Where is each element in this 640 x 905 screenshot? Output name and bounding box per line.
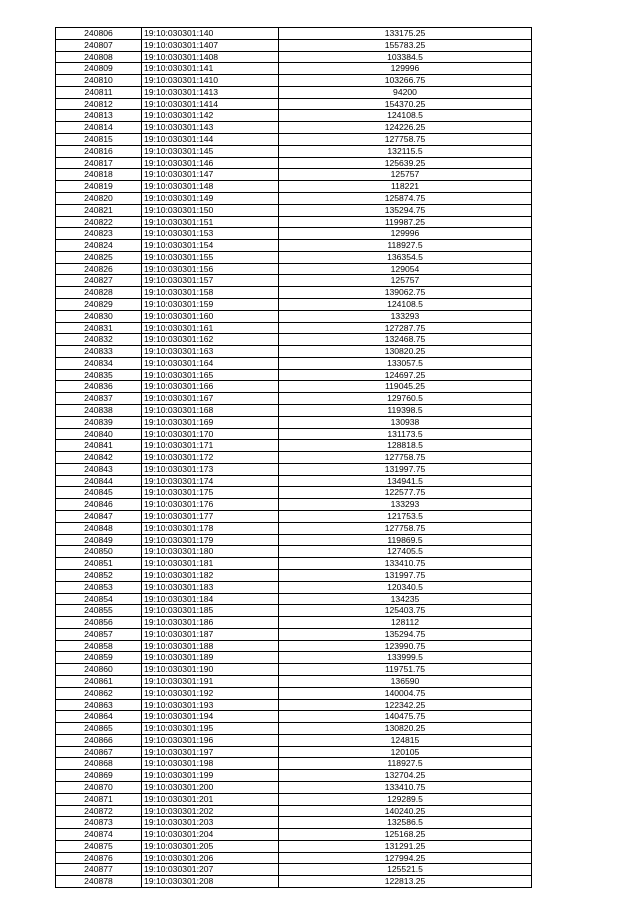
cadastral-number-cell: 19:10:030301:162 <box>142 334 279 346</box>
cadastral-number-cell: 19:10:030301:172 <box>142 452 279 464</box>
table-row <box>56 134 532 146</box>
cadastral-number-cell: 19:10:030301:186 <box>142 617 279 629</box>
value-cell: 136590 <box>279 675 532 687</box>
cadastral-number-cell: 19:10:030301:188 <box>142 640 279 652</box>
value-cell: 120105 <box>279 746 532 758</box>
table-row <box>56 416 532 428</box>
cadastral-number-cell: 19:10:030301:176 <box>142 499 279 511</box>
value-cell: 135294.75 <box>279 204 532 216</box>
table-row <box>56 169 532 181</box>
table-row <box>56 569 532 581</box>
cadastral-number-cell: 19:10:030301:170 <box>142 428 279 440</box>
cadastral-number-cell: 19:10:030301:197 <box>142 746 279 758</box>
cadastral-number-cell: 19:10:030301:141 <box>142 63 279 75</box>
record-number-cell: 240852 <box>56 569 142 581</box>
value-cell: 121753.5 <box>279 511 532 523</box>
value-cell: 119869.5 <box>279 534 532 546</box>
record-number-cell: 240822 <box>56 216 142 228</box>
value-cell: 122342.25 <box>279 699 532 711</box>
record-number-cell: 240809 <box>56 63 142 75</box>
cadastral-number-cell: 19:10:030301:150 <box>142 204 279 216</box>
table-row <box>56 770 532 782</box>
cadastral-number-cell: 19:10:030301:192 <box>142 687 279 699</box>
record-number-cell: 240812 <box>56 98 142 110</box>
value-cell: 140240.25 <box>279 805 532 817</box>
cadastral-number-cell: 19:10:030301:164 <box>142 357 279 369</box>
table-row <box>56 98 532 110</box>
cadastral-number-cell: 19:10:030301:145 <box>142 145 279 157</box>
table-row <box>56 558 532 570</box>
record-number-cell: 240864 <box>56 711 142 723</box>
value-cell: 124226.25 <box>279 122 532 134</box>
value-cell: 128112 <box>279 617 532 629</box>
record-number-cell: 240844 <box>56 475 142 487</box>
record-number-cell: 240850 <box>56 546 142 558</box>
value-cell: 133057.5 <box>279 357 532 369</box>
record-number-cell: 240832 <box>56 334 142 346</box>
value-cell: 131173.5 <box>279 428 532 440</box>
record-number-cell: 240865 <box>56 723 142 735</box>
table-row <box>56 593 532 605</box>
table-row <box>56 334 532 346</box>
value-cell: 122813.25 <box>279 876 532 888</box>
table-row <box>56 782 532 794</box>
value-cell: 119045.25 <box>279 381 532 393</box>
cadastral-number-cell: 19:10:030301:153 <box>142 228 279 240</box>
cadastral-number-cell: 19:10:030301:190 <box>142 664 279 676</box>
value-cell: 118927.5 <box>279 240 532 252</box>
record-number-cell: 240818 <box>56 169 142 181</box>
cadastral-number-cell: 19:10:030301:154 <box>142 240 279 252</box>
value-cell: 132586.5 <box>279 817 532 829</box>
table-row <box>56 39 532 51</box>
cadastral-number-cell: 19:10:030301:179 <box>142 534 279 546</box>
table-row <box>56 746 532 758</box>
value-cell: 133999.5 <box>279 652 532 664</box>
value-cell: 140475.75 <box>279 711 532 723</box>
value-cell: 133410.75 <box>279 782 532 794</box>
value-cell: 133175.25 <box>279 28 532 40</box>
cadastral-number-cell: 19:10:030301:177 <box>142 511 279 523</box>
table-row <box>56 734 532 746</box>
value-cell: 129054 <box>279 263 532 275</box>
table-row <box>56 440 532 452</box>
value-cell: 124815 <box>279 734 532 746</box>
value-cell: 124108.5 <box>279 298 532 310</box>
cadastral-number-cell: 19:10:030301:187 <box>142 628 279 640</box>
table-row <box>56 699 532 711</box>
table-row <box>56 86 532 98</box>
record-number-cell: 240829 <box>56 298 142 310</box>
record-number-cell: 240821 <box>56 204 142 216</box>
record-number-cell: 240870 <box>56 782 142 794</box>
record-number-cell: 240839 <box>56 416 142 428</box>
value-cell: 154370.25 <box>279 98 532 110</box>
table-row <box>56 287 532 299</box>
table-row <box>56 145 532 157</box>
table-row <box>56 357 532 369</box>
record-number-cell: 240819 <box>56 181 142 193</box>
table-row <box>56 216 532 228</box>
table-row <box>56 157 532 169</box>
record-number-cell: 240843 <box>56 463 142 475</box>
record-number-cell: 240877 <box>56 864 142 876</box>
record-number-cell: 240845 <box>56 487 142 499</box>
value-cell: 130938 <box>279 416 532 428</box>
cadastral-number-cell: 19:10:030301:178 <box>142 522 279 534</box>
cadastral-number-cell: 19:10:030301:193 <box>142 699 279 711</box>
value-cell: 127994.25 <box>279 852 532 864</box>
table-row <box>56 640 532 652</box>
record-number-cell: 240847 <box>56 511 142 523</box>
record-number-cell: 240824 <box>56 240 142 252</box>
value-cell: 127287.75 <box>279 322 532 334</box>
record-number-cell: 240838 <box>56 405 142 417</box>
cadastral-number-cell: 19:10:030301:156 <box>142 263 279 275</box>
cadastral-number-cell: 19:10:030301:157 <box>142 275 279 287</box>
table-row <box>56 793 532 805</box>
value-cell: 135294.75 <box>279 628 532 640</box>
record-number-cell: 240871 <box>56 793 142 805</box>
value-cell: 127758.75 <box>279 522 532 534</box>
cadastral-number-cell: 19:10:030301:171 <box>142 440 279 452</box>
cadastral-number-cell: 19:10:030301:189 <box>142 652 279 664</box>
table-row <box>56 346 532 358</box>
record-number-cell: 240876 <box>56 852 142 864</box>
table-row <box>56 664 532 676</box>
table-row <box>56 251 532 263</box>
value-cell: 129289.5 <box>279 793 532 805</box>
record-number-cell: 240856 <box>56 617 142 629</box>
record-number-cell: 240828 <box>56 287 142 299</box>
record-number-cell: 240810 <box>56 75 142 87</box>
value-cell: 125757 <box>279 275 532 287</box>
cadastral-number-cell: 19:10:030301:165 <box>142 369 279 381</box>
value-cell: 103384.5 <box>279 51 532 63</box>
record-number-cell: 240823 <box>56 228 142 240</box>
cadastral-number-cell: 19:10:030301:207 <box>142 864 279 876</box>
value-cell: 127405.5 <box>279 546 532 558</box>
value-cell: 124108.5 <box>279 110 532 122</box>
value-cell: 119751.75 <box>279 664 532 676</box>
value-cell: 130820.25 <box>279 723 532 735</box>
table-row <box>56 675 532 687</box>
table-row <box>56 546 532 558</box>
table-row <box>56 192 532 204</box>
record-number-cell: 240851 <box>56 558 142 570</box>
table-row <box>56 322 532 334</box>
cadastral-number-cell: 19:10:030301:1407 <box>142 39 279 51</box>
value-cell: 128818.5 <box>279 440 532 452</box>
cadastral-number-cell: 19:10:030301:1413 <box>142 86 279 98</box>
record-number-cell: 240817 <box>56 157 142 169</box>
value-cell: 134941.5 <box>279 475 532 487</box>
value-cell: 124697.25 <box>279 369 532 381</box>
value-cell: 127758.75 <box>279 134 532 146</box>
record-number-cell: 240848 <box>56 522 142 534</box>
value-cell: 134235 <box>279 593 532 605</box>
table-row <box>56 840 532 852</box>
value-cell: 94200 <box>279 86 532 98</box>
record-number-cell: 240857 <box>56 628 142 640</box>
value-cell: 122577.75 <box>279 487 532 499</box>
cadastral-number-cell: 19:10:030301:202 <box>142 805 279 817</box>
table-row <box>56 758 532 770</box>
cadastral-number-cell: 19:10:030301:1408 <box>142 51 279 63</box>
cadastral-number-cell: 19:10:030301:195 <box>142 723 279 735</box>
cadastral-number-cell: 19:10:030301:1414 <box>142 98 279 110</box>
cadastral-number-cell: 19:10:030301:185 <box>142 605 279 617</box>
record-number-cell: 240834 <box>56 357 142 369</box>
cadastral-number-cell: 19:10:030301:147 <box>142 169 279 181</box>
table-row <box>56 463 532 475</box>
value-cell: 133293 <box>279 499 532 511</box>
record-number-cell: 240861 <box>56 675 142 687</box>
table-row <box>56 876 532 888</box>
table-row <box>56 428 532 440</box>
value-cell: 125757 <box>279 169 532 181</box>
record-number-cell: 240837 <box>56 393 142 405</box>
value-cell: 129996 <box>279 63 532 75</box>
table-row <box>56 687 532 699</box>
cadastral-number-cell: 19:10:030301:155 <box>142 251 279 263</box>
table-row <box>56 63 532 75</box>
record-number-cell: 240874 <box>56 829 142 841</box>
value-cell: 129996 <box>279 228 532 240</box>
record-number-cell: 240811 <box>56 86 142 98</box>
table-row <box>56 864 532 876</box>
record-number-cell: 240840 <box>56 428 142 440</box>
cadastral-number-cell: 19:10:030301:175 <box>142 487 279 499</box>
record-number-cell: 240862 <box>56 687 142 699</box>
cadastral-number-cell: 19:10:030301:196 <box>142 734 279 746</box>
record-number-cell: 240867 <box>56 746 142 758</box>
value-cell: 132704.25 <box>279 770 532 782</box>
table-row <box>56 393 532 405</box>
value-cell: 123990.75 <box>279 640 532 652</box>
data-table <box>55 27 532 888</box>
table-row <box>56 122 532 134</box>
value-cell: 130820.25 <box>279 346 532 358</box>
record-number-cell: 240816 <box>56 145 142 157</box>
record-number-cell: 240813 <box>56 110 142 122</box>
cadastral-number-cell: 19:10:030301:160 <box>142 310 279 322</box>
value-cell: 133293 <box>279 310 532 322</box>
record-number-cell: 240858 <box>56 640 142 652</box>
cadastral-number-cell: 19:10:030301:148 <box>142 181 279 193</box>
cadastral-number-cell: 19:10:030301:168 <box>142 405 279 417</box>
table-row <box>56 310 532 322</box>
record-number-cell: 240849 <box>56 534 142 546</box>
record-number-cell: 240853 <box>56 581 142 593</box>
value-cell: 131997.75 <box>279 463 532 475</box>
cadastral-number-cell: 19:10:030301:159 <box>142 298 279 310</box>
record-number-cell: 240806 <box>56 28 142 40</box>
table-row <box>56 381 532 393</box>
table-row <box>56 475 532 487</box>
record-number-cell: 240826 <box>56 263 142 275</box>
record-number-cell: 240814 <box>56 122 142 134</box>
cadastral-number-cell: 19:10:030301:166 <box>142 381 279 393</box>
value-cell: 125639.25 <box>279 157 532 169</box>
record-number-cell: 240827 <box>56 275 142 287</box>
value-cell: 118221 <box>279 181 532 193</box>
cadastral-number-cell: 19:10:030301:180 <box>142 546 279 558</box>
record-number-cell: 240878 <box>56 876 142 888</box>
value-cell: 132468.75 <box>279 334 532 346</box>
table-row <box>56 298 532 310</box>
value-cell: 133410.75 <box>279 558 532 570</box>
cadastral-number-cell: 19:10:030301:191 <box>142 675 279 687</box>
table-row <box>56 723 532 735</box>
cadastral-number-cell: 19:10:030301:200 <box>142 782 279 794</box>
record-number-cell: 240846 <box>56 499 142 511</box>
cadastral-number-cell: 19:10:030301:151 <box>142 216 279 228</box>
value-cell: 140004.75 <box>279 687 532 699</box>
record-number-cell: 240868 <box>56 758 142 770</box>
table-row <box>56 605 532 617</box>
record-number-cell: 240808 <box>56 51 142 63</box>
table-row <box>56 522 532 534</box>
table-row <box>56 240 532 252</box>
table-row <box>56 405 532 417</box>
cadastral-number-cell: 19:10:030301:204 <box>142 829 279 841</box>
cadastral-number-cell: 19:10:030301:1410 <box>142 75 279 87</box>
cadastral-number-cell: 19:10:030301:201 <box>142 793 279 805</box>
cadastral-number-cell: 19:10:030301:161 <box>142 322 279 334</box>
table-row <box>56 499 532 511</box>
table-row <box>56 511 532 523</box>
record-number-cell: 240854 <box>56 593 142 605</box>
table-row <box>56 275 532 287</box>
value-cell: 129760.5 <box>279 393 532 405</box>
table-row <box>56 452 532 464</box>
value-cell: 131291.25 <box>279 840 532 852</box>
cadastral-number-cell: 19:10:030301:169 <box>142 416 279 428</box>
record-number-cell: 240863 <box>56 699 142 711</box>
table-row <box>56 263 532 275</box>
table-body <box>56 28 532 888</box>
cadastral-number-cell: 19:10:030301:142 <box>142 110 279 122</box>
cadastral-number-cell: 19:10:030301:205 <box>142 840 279 852</box>
table-row <box>56 805 532 817</box>
record-number-cell: 240831 <box>56 322 142 334</box>
cadastral-number-cell: 19:10:030301:208 <box>142 876 279 888</box>
cadastral-number-cell: 19:10:030301:149 <box>142 192 279 204</box>
table-row <box>56 110 532 122</box>
record-number-cell: 240859 <box>56 652 142 664</box>
record-number-cell: 240825 <box>56 251 142 263</box>
value-cell: 119987.25 <box>279 216 532 228</box>
cadastral-number-cell: 19:10:030301:182 <box>142 569 279 581</box>
cadastral-number-cell: 19:10:030301:144 <box>142 134 279 146</box>
cadastral-number-cell: 19:10:030301:206 <box>142 852 279 864</box>
table-row <box>56 369 532 381</box>
record-number-cell: 240855 <box>56 605 142 617</box>
record-number-cell: 240833 <box>56 346 142 358</box>
value-cell: 103266.75 <box>279 75 532 87</box>
table-row <box>56 852 532 864</box>
record-number-cell: 240860 <box>56 664 142 676</box>
record-number-cell: 240866 <box>56 734 142 746</box>
table-row <box>56 617 532 629</box>
table-row <box>56 581 532 593</box>
cadastral-number-cell: 19:10:030301:198 <box>142 758 279 770</box>
cadastral-number-cell: 19:10:030301:173 <box>142 463 279 475</box>
table-row <box>56 711 532 723</box>
table-row <box>56 51 532 63</box>
record-number-cell: 240875 <box>56 840 142 852</box>
record-number-cell: 240830 <box>56 310 142 322</box>
value-cell: 155783.25 <box>279 39 532 51</box>
record-number-cell: 240841 <box>56 440 142 452</box>
value-cell: 136354.5 <box>279 251 532 263</box>
value-cell: 131997.75 <box>279 569 532 581</box>
record-number-cell: 240835 <box>56 369 142 381</box>
table-row <box>56 817 532 829</box>
cadastral-number-cell: 19:10:030301:167 <box>142 393 279 405</box>
value-cell: 139062.75 <box>279 287 532 299</box>
cadastral-number-cell: 19:10:030301:140 <box>142 28 279 40</box>
value-cell: 132115.5 <box>279 145 532 157</box>
cadastral-number-cell: 19:10:030301:163 <box>142 346 279 358</box>
cadastral-number-cell: 19:10:030301:146 <box>142 157 279 169</box>
table-row <box>56 28 532 40</box>
document-page <box>55 27 532 888</box>
table-row <box>56 628 532 640</box>
table-row <box>56 829 532 841</box>
value-cell: 125521.5 <box>279 864 532 876</box>
table-row <box>56 534 532 546</box>
record-number-cell: 240872 <box>56 805 142 817</box>
table-row <box>56 181 532 193</box>
value-cell: 125403.75 <box>279 605 532 617</box>
cadastral-number-cell: 19:10:030301:174 <box>142 475 279 487</box>
cadastral-number-cell: 19:10:030301:194 <box>142 711 279 723</box>
record-number-cell: 240820 <box>56 192 142 204</box>
record-number-cell: 240842 <box>56 452 142 464</box>
table-row <box>56 228 532 240</box>
cadastral-number-cell: 19:10:030301:181 <box>142 558 279 570</box>
cadastral-number-cell: 19:10:030301:183 <box>142 581 279 593</box>
record-number-cell: 240873 <box>56 817 142 829</box>
table-row <box>56 75 532 87</box>
value-cell: 119398.5 <box>279 405 532 417</box>
value-cell: 125168.25 <box>279 829 532 841</box>
cadastral-number-cell: 19:10:030301:199 <box>142 770 279 782</box>
record-number-cell: 240815 <box>56 134 142 146</box>
record-number-cell: 240836 <box>56 381 142 393</box>
table-row <box>56 652 532 664</box>
table-row <box>56 204 532 216</box>
value-cell: 120340.5 <box>279 581 532 593</box>
table-row <box>56 487 532 499</box>
value-cell: 125874.75 <box>279 192 532 204</box>
record-number-cell: 240807 <box>56 39 142 51</box>
cadastral-number-cell: 19:10:030301:143 <box>142 122 279 134</box>
value-cell: 118927.5 <box>279 758 532 770</box>
record-number-cell: 240869 <box>56 770 142 782</box>
cadastral-number-cell: 19:10:030301:184 <box>142 593 279 605</box>
cadastral-number-cell: 19:10:030301:158 <box>142 287 279 299</box>
value-cell: 127758.75 <box>279 452 532 464</box>
cadastral-number-cell: 19:10:030301:203 <box>142 817 279 829</box>
